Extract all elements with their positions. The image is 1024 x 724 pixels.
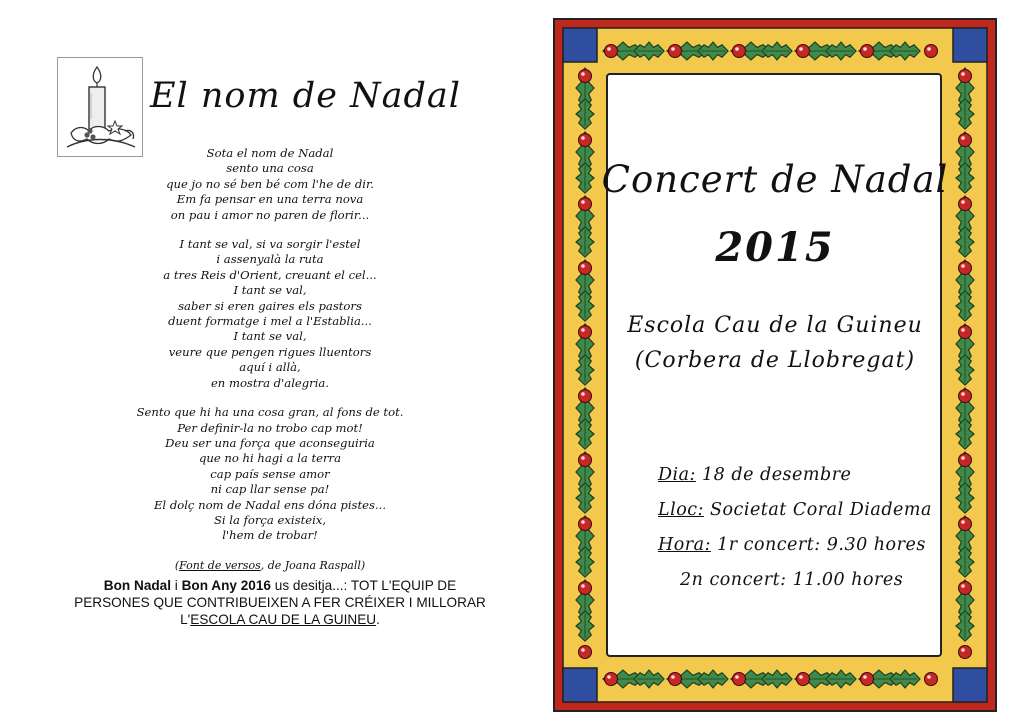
poem-line: i assenyalà la ruta <box>216 252 324 267</box>
concert-year: 2015 <box>715 224 835 271</box>
source-link: Font de versos <box>179 558 261 572</box>
poem-line: El dolç nom de Nadal ens dóna pistes... <box>153 497 387 512</box>
poem-line: a tres Reis d'Orient, creuant el cel... <box>163 267 377 282</box>
poem-line: que no hi hagi a la terra <box>198 451 342 466</box>
poem <box>110 146 430 573</box>
poem-line: I tant se val, <box>233 283 307 298</box>
poem-line: cap país sense amor <box>210 466 330 481</box>
card-text <box>553 18 997 712</box>
poem-line: Si la força existeix, <box>213 512 327 527</box>
concert-card <box>553 18 997 712</box>
school-name-card: Escola Cau de la Guineu <box>627 313 923 338</box>
stanza-2 <box>110 237 430 391</box>
poem-line: en mostra d'alegria. <box>210 375 330 390</box>
poem-line: I tant se val, <box>233 329 307 344</box>
poem-line: que jo no sé ben bé com l'he de dir. <box>166 176 374 191</box>
poem-line: saber si eren gaires els pastors <box>178 298 362 313</box>
day-row: Dia: 18 de desembre <box>658 465 852 485</box>
poem-line: sento una cosa <box>226 161 314 176</box>
poem-line: Per definir-la no trobo cap mot! <box>177 420 363 435</box>
time-row: Hora: 1r concert: 9.30 hores <box>658 535 926 555</box>
poem-line: l'hem de trobar! <box>222 528 318 543</box>
poem-title: El nom de Nadal <box>150 76 461 116</box>
candle-icon <box>57 57 143 157</box>
poem-source: (Font de versos, de Joana Raspall) <box>174 558 366 572</box>
stanza-3 <box>110 405 430 544</box>
concert-title: Concert de Nadal <box>601 158 949 201</box>
school-name: ESCOLA CAU DE LA GUINEU <box>190 612 377 627</box>
town-name: (Corbera de Llobregat) <box>634 348 916 373</box>
poem-line: on pau i amor no paren de florir... <box>170 207 370 222</box>
concert-details <box>658 458 932 598</box>
poem-line: aquí i allà, <box>239 360 301 375</box>
poem-line: veure que pengen rigues lluentors <box>168 344 372 359</box>
poem-line: Sota el nom de Nadal <box>206 146 334 160</box>
poem-line: Deu ser una força que aconseguiria <box>165 435 375 450</box>
poem-line: ni cap llar sense pa! <box>210 482 330 497</box>
greetings-text: Bon Nadal i Bon Any 2016 us desitja...: TOT L'EQUIP DE PERSONES QUE CONTRIBUEIXEN A FER CRÉIXER I MILLORAR L'ESCOLA CAU DE LA GUINEU. <box>74 578 486 627</box>
time-row-2: 2n concert: 11.00 hores <box>680 570 904 590</box>
poem-line: Sento que hi ha una cosa gran, al fons de tot. <box>136 405 404 420</box>
place-row: Lloc: Societat Coral Diadema <box>658 500 932 520</box>
poem-line: I tant se val, si va sorgir l'estel <box>179 237 361 252</box>
poem-line: Em fa pensar en una terra nova <box>176 192 364 207</box>
poem-line: duent formatge i mel a l'Establia... <box>168 314 372 329</box>
stanza-1 <box>110 146 430 223</box>
